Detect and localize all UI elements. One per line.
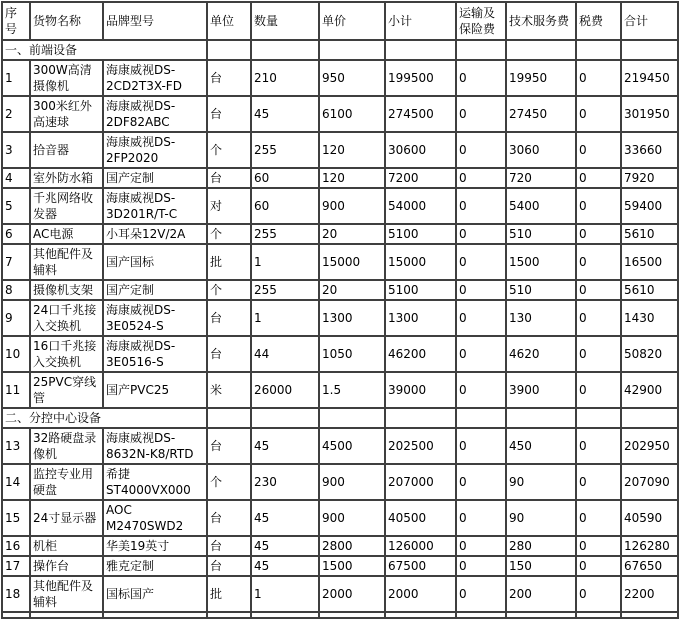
cell: 90 bbox=[506, 464, 576, 500]
cell: 1500 bbox=[506, 244, 576, 280]
cell: 1300 bbox=[319, 300, 385, 336]
cell: 2000 bbox=[319, 576, 385, 612]
table-row bbox=[2, 500, 678, 536]
cell: 1 bbox=[251, 244, 319, 280]
cell: 27450 bbox=[506, 96, 576, 132]
cell: 7200 bbox=[385, 168, 456, 188]
cell: 0 bbox=[456, 280, 506, 300]
table-row bbox=[2, 224, 678, 244]
cell: 11 bbox=[2, 372, 30, 408]
column-header: 货物名称 bbox=[30, 2, 103, 40]
cell: 0 bbox=[456, 372, 506, 408]
cell: 230 bbox=[251, 464, 319, 500]
empty-cell bbox=[319, 408, 385, 428]
cell: 3060 bbox=[506, 132, 576, 168]
cell: 国产定制 bbox=[103, 280, 207, 300]
cell: 0 bbox=[576, 464, 621, 500]
cell: 国标国产 bbox=[103, 576, 207, 612]
cell: 32路硬盘录像机 bbox=[30, 428, 103, 464]
empty-cell bbox=[456, 408, 506, 428]
cell: 300米红外高速球 bbox=[30, 96, 103, 132]
cell: 42900 bbox=[621, 372, 678, 408]
cell: 0 bbox=[576, 300, 621, 336]
cell: 海康威视DS-2FP2020 bbox=[103, 132, 207, 168]
column-header: 单位 bbox=[207, 2, 251, 40]
partial-row bbox=[2, 612, 678, 618]
cell: 20 bbox=[319, 280, 385, 300]
cell: 希捷ST4000VX000 bbox=[103, 464, 207, 500]
cell: 1 bbox=[2, 60, 30, 96]
cell: 255 bbox=[251, 132, 319, 168]
table-row bbox=[2, 188, 678, 224]
cell: 机柜 bbox=[30, 536, 103, 556]
cell: 150 bbox=[506, 556, 576, 576]
table-row bbox=[2, 428, 678, 464]
cell: 24寸显示器 bbox=[30, 500, 103, 536]
cell: 720 bbox=[506, 168, 576, 188]
cell: 0 bbox=[576, 60, 621, 96]
cell: 199500 bbox=[385, 60, 456, 96]
cell: 个 bbox=[207, 280, 251, 300]
table-row bbox=[2, 244, 678, 280]
cell: 50820 bbox=[621, 336, 678, 372]
cell: 0 bbox=[456, 536, 506, 556]
empty-cell bbox=[456, 40, 506, 60]
cell: 0 bbox=[456, 300, 506, 336]
cell: 0 bbox=[576, 428, 621, 464]
empty-cell bbox=[576, 408, 621, 428]
empty-cell bbox=[207, 612, 251, 618]
cell: 1430 bbox=[621, 300, 678, 336]
cell: 0 bbox=[576, 244, 621, 280]
cell: 0 bbox=[576, 224, 621, 244]
column-header: 品牌型号 bbox=[103, 2, 207, 40]
cell: 0 bbox=[456, 428, 506, 464]
cell: 45 bbox=[251, 556, 319, 576]
cell: 6 bbox=[2, 224, 30, 244]
cell: 1050 bbox=[319, 336, 385, 372]
column-header: 序号 bbox=[2, 2, 30, 40]
empty-cell bbox=[385, 40, 456, 60]
cell: 0 bbox=[456, 224, 506, 244]
table-row bbox=[2, 556, 678, 576]
cell: 7920 bbox=[621, 168, 678, 188]
table-row bbox=[2, 168, 678, 188]
cell: 雅克定制 bbox=[103, 556, 207, 576]
cell: 300W高清摄像机 bbox=[30, 60, 103, 96]
empty-cell bbox=[319, 612, 385, 618]
cell: 0 bbox=[456, 188, 506, 224]
cell: 207090 bbox=[621, 464, 678, 500]
cell: 台 bbox=[207, 168, 251, 188]
cell: 个 bbox=[207, 464, 251, 500]
cell: 207000 bbox=[385, 464, 456, 500]
cell: 24口千兆接入交换机 bbox=[30, 300, 103, 336]
cell: 274500 bbox=[385, 96, 456, 132]
cell: 国产国标 bbox=[103, 244, 207, 280]
cell: 200 bbox=[506, 576, 576, 612]
cell: 千兆网络收发器 bbox=[30, 188, 103, 224]
cell: 台 bbox=[207, 300, 251, 336]
cell: AOC M2470SWD2 bbox=[103, 500, 207, 536]
cell: 8 bbox=[2, 280, 30, 300]
cell: 950 bbox=[319, 60, 385, 96]
cell: 13 bbox=[2, 428, 30, 464]
empty-cell bbox=[621, 40, 678, 60]
cell: 45 bbox=[251, 536, 319, 556]
cell: 台 bbox=[207, 60, 251, 96]
cell: 59400 bbox=[621, 188, 678, 224]
empty-cell bbox=[251, 612, 319, 618]
cell: 0 bbox=[576, 280, 621, 300]
cell: 1500 bbox=[319, 556, 385, 576]
cell: 小耳朵12V/2A bbox=[103, 224, 207, 244]
cell: 操作台 bbox=[30, 556, 103, 576]
empty-cell bbox=[621, 612, 678, 618]
cell: 33660 bbox=[621, 132, 678, 168]
cell: 0 bbox=[576, 336, 621, 372]
cell: AC电源 bbox=[30, 224, 103, 244]
cell: 其他配件及辅料 bbox=[30, 576, 103, 612]
empty-cell bbox=[576, 612, 621, 618]
cell: 5 bbox=[2, 188, 30, 224]
table-row bbox=[2, 60, 678, 96]
cell: 台 bbox=[207, 556, 251, 576]
cell: 海康威视DS-3E0524-S bbox=[103, 300, 207, 336]
cell: 900 bbox=[319, 464, 385, 500]
empty-cell bbox=[30, 612, 103, 618]
cell: 120 bbox=[319, 132, 385, 168]
cell: 510 bbox=[506, 224, 576, 244]
cell: 202950 bbox=[621, 428, 678, 464]
cell: 0 bbox=[576, 132, 621, 168]
empty-cell bbox=[385, 612, 456, 618]
cell: 255 bbox=[251, 280, 319, 300]
cell: 900 bbox=[319, 188, 385, 224]
cell: 个 bbox=[207, 224, 251, 244]
cell: 126280 bbox=[621, 536, 678, 556]
cell: 0 bbox=[456, 60, 506, 96]
cell: 18 bbox=[2, 576, 30, 612]
column-header: 数量 bbox=[251, 2, 319, 40]
cell: 14 bbox=[2, 464, 30, 500]
cell: 450 bbox=[506, 428, 576, 464]
table-row bbox=[2, 96, 678, 132]
cell: 20 bbox=[319, 224, 385, 244]
table-row bbox=[2, 336, 678, 372]
cell: 280 bbox=[506, 536, 576, 556]
cell: 6100 bbox=[319, 96, 385, 132]
cell: 15000 bbox=[385, 244, 456, 280]
cell: 30600 bbox=[385, 132, 456, 168]
cell: 0 bbox=[576, 96, 621, 132]
cell: 批 bbox=[207, 244, 251, 280]
cell: 2 bbox=[2, 96, 30, 132]
cell: 900 bbox=[319, 500, 385, 536]
cell: 16口千兆接入交换机 bbox=[30, 336, 103, 372]
cell: 个 bbox=[207, 132, 251, 168]
cell: 0 bbox=[576, 168, 621, 188]
cell: 25PVC穿线管 bbox=[30, 372, 103, 408]
cell: 0 bbox=[456, 168, 506, 188]
cell: 5100 bbox=[385, 280, 456, 300]
cell: 202500 bbox=[385, 428, 456, 464]
cell: 监控专业用硬盘 bbox=[30, 464, 103, 500]
cell: 1300 bbox=[385, 300, 456, 336]
cell: 16 bbox=[2, 536, 30, 556]
cell: 摄像机支架 bbox=[30, 280, 103, 300]
cell: 国产PVC25 bbox=[103, 372, 207, 408]
empty-cell bbox=[251, 408, 319, 428]
cell: 60 bbox=[251, 168, 319, 188]
cell: 0 bbox=[456, 244, 506, 280]
cell: 219450 bbox=[621, 60, 678, 96]
cell: 46200 bbox=[385, 336, 456, 372]
cell: 米 bbox=[207, 372, 251, 408]
cell: 台 bbox=[207, 96, 251, 132]
empty-cell bbox=[456, 612, 506, 618]
cell: 130 bbox=[506, 300, 576, 336]
empty-cell bbox=[319, 40, 385, 60]
column-header: 小计 bbox=[385, 2, 456, 40]
cell: 0 bbox=[456, 336, 506, 372]
empty-cell bbox=[621, 408, 678, 428]
cell: 5400 bbox=[506, 188, 576, 224]
cell: 0 bbox=[576, 372, 621, 408]
cell: 对 bbox=[207, 188, 251, 224]
empty-cell bbox=[506, 612, 576, 618]
cell: 45 bbox=[251, 500, 319, 536]
table-row bbox=[2, 372, 678, 408]
cell: 室外防水箱 bbox=[30, 168, 103, 188]
table-row bbox=[2, 536, 678, 556]
cell: 1 bbox=[251, 576, 319, 612]
cell: 19950 bbox=[506, 60, 576, 96]
table-body bbox=[2, 40, 678, 618]
cell: 海康威视DS-3D201R/T-C bbox=[103, 188, 207, 224]
empty-cell bbox=[506, 408, 576, 428]
empty-cell bbox=[251, 40, 319, 60]
cell: 华美19英寸 bbox=[103, 536, 207, 556]
cell: 海康威视DS-2DF82ABC bbox=[103, 96, 207, 132]
cell: 0 bbox=[456, 96, 506, 132]
cell: 海康威视DS-8632N-K8/RTD bbox=[103, 428, 207, 464]
cell: 45 bbox=[251, 428, 319, 464]
cell: 0 bbox=[576, 500, 621, 536]
cell: 16500 bbox=[621, 244, 678, 280]
empty-cell bbox=[207, 408, 251, 428]
cell: 5100 bbox=[385, 224, 456, 244]
cell: 90 bbox=[506, 500, 576, 536]
cell: 0 bbox=[456, 500, 506, 536]
cell: 3900 bbox=[506, 372, 576, 408]
cell: 39000 bbox=[385, 372, 456, 408]
cell: 5610 bbox=[621, 280, 678, 300]
empty-cell bbox=[576, 40, 621, 60]
cell: 台 bbox=[207, 428, 251, 464]
cell: 40500 bbox=[385, 500, 456, 536]
cell: 54000 bbox=[385, 188, 456, 224]
cell: 海康威视DS-3E0516-S bbox=[103, 336, 207, 372]
column-header: 技术服务费 bbox=[506, 2, 576, 40]
empty-cell bbox=[2, 612, 30, 618]
table-row bbox=[2, 132, 678, 168]
cell: 0 bbox=[456, 576, 506, 612]
empty-cell bbox=[207, 40, 251, 60]
cell: 3 bbox=[2, 132, 30, 168]
cell: 15 bbox=[2, 500, 30, 536]
section-row bbox=[2, 40, 678, 60]
cell: 拾音器 bbox=[30, 132, 103, 168]
cell: 台 bbox=[207, 336, 251, 372]
cell: 126000 bbox=[385, 536, 456, 556]
cell: 2200 bbox=[621, 576, 678, 612]
empty-cell bbox=[385, 408, 456, 428]
cell: 批 bbox=[207, 576, 251, 612]
cell: 台 bbox=[207, 536, 251, 556]
cell: 5610 bbox=[621, 224, 678, 244]
cell: 1 bbox=[251, 300, 319, 336]
cell: 国产定制 bbox=[103, 168, 207, 188]
cell: 1.5 bbox=[319, 372, 385, 408]
cell: 67500 bbox=[385, 556, 456, 576]
cell: 台 bbox=[207, 500, 251, 536]
cell: 255 bbox=[251, 224, 319, 244]
cell: 0 bbox=[456, 556, 506, 576]
cell: 210 bbox=[251, 60, 319, 96]
cell: 26000 bbox=[251, 372, 319, 408]
table-row bbox=[2, 576, 678, 612]
cell: 0 bbox=[456, 464, 506, 500]
cell: 44 bbox=[251, 336, 319, 372]
section-row bbox=[2, 408, 678, 428]
table-row bbox=[2, 280, 678, 300]
section-title: 一、前端设备 bbox=[2, 40, 207, 60]
cell: 301950 bbox=[621, 96, 678, 132]
table-row bbox=[2, 464, 678, 500]
cell: 45 bbox=[251, 96, 319, 132]
cell: 67650 bbox=[621, 556, 678, 576]
cell: 4 bbox=[2, 168, 30, 188]
cell: 15000 bbox=[319, 244, 385, 280]
price-table bbox=[1, 1, 679, 619]
column-header: 运输及保险费 bbox=[456, 2, 506, 40]
cell: 7 bbox=[2, 244, 30, 280]
cell: 2800 bbox=[319, 536, 385, 556]
cell: 9 bbox=[2, 300, 30, 336]
cell: 40590 bbox=[621, 500, 678, 536]
empty-cell bbox=[103, 612, 207, 618]
section-title: 二、分控中心设备 bbox=[2, 408, 207, 428]
cell: 17 bbox=[2, 556, 30, 576]
cell: 4620 bbox=[506, 336, 576, 372]
column-header: 税费 bbox=[576, 2, 621, 40]
cell: 10 bbox=[2, 336, 30, 372]
cell: 0 bbox=[576, 556, 621, 576]
column-header: 单价 bbox=[319, 2, 385, 40]
cell: 0 bbox=[576, 188, 621, 224]
cell: 510 bbox=[506, 280, 576, 300]
cell: 0 bbox=[456, 132, 506, 168]
cell: 4500 bbox=[319, 428, 385, 464]
header-row bbox=[2, 2, 678, 40]
column-header: 合计 bbox=[621, 2, 678, 40]
cell: 2000 bbox=[385, 576, 456, 612]
cell: 其他配件及辅料 bbox=[30, 244, 103, 280]
cell: 海康威视DS-2CD2T3X-FD bbox=[103, 60, 207, 96]
empty-cell bbox=[506, 40, 576, 60]
table-row bbox=[2, 300, 678, 336]
cell: 120 bbox=[319, 168, 385, 188]
cell: 0 bbox=[576, 536, 621, 556]
cell: 0 bbox=[576, 576, 621, 612]
cell: 60 bbox=[251, 188, 319, 224]
